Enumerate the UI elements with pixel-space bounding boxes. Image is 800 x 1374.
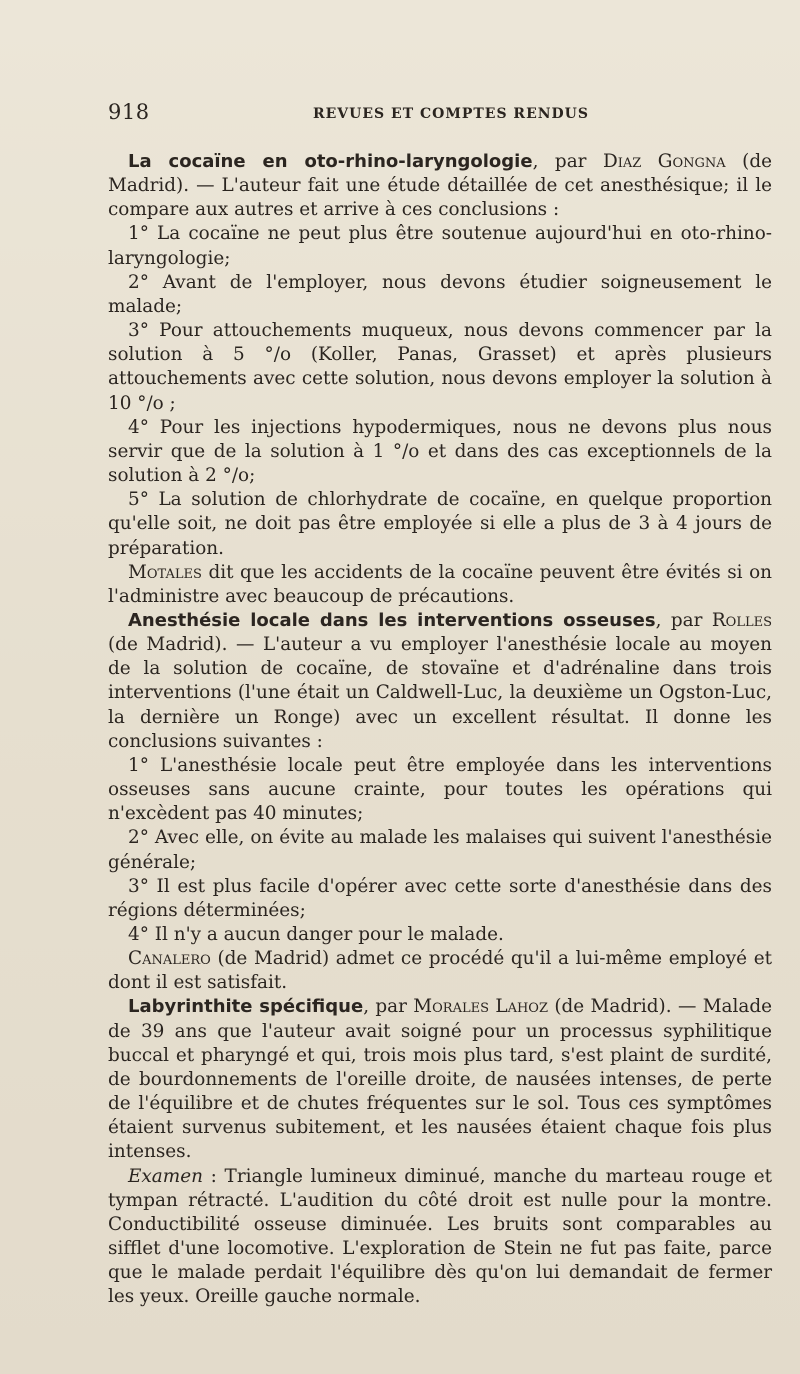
- article-1-comment: [108, 561, 772, 609]
- article-3-exam-text: : Triangle lumineux diminué, manche du marteau rouge et tympan rétracté. L'audition du côté droit est nulle pour la montre. Conductibilité osseuse diminuée. Les bruits sont comparables au sifflet d'une locomotive. L'exploration de Stein ne fut pas faite, parce que le malade perdait l'équilibre dès qu'on lui demandait de fermer les yeux. Oreille gauche normale.: [108, 1165, 772, 1308]
- article-1-conclusion-5: 5° La solution de chlorhydrate de cocaïne, en quelque proportion qu'elle soit, ne doit pas être employée si elle a plus de 3 à 4 jours de préparation.: [108, 489, 772, 559]
- article-3-exam-label: Examen: [128, 1165, 203, 1187]
- article-3-by: , par: [363, 996, 414, 1018]
- article-2-comment: [108, 947, 772, 995]
- article-3-title: Labyrinthite spécifique: [128, 996, 364, 1018]
- article-1-conclusion-1: 1° La cocaïne ne peut plus être soutenue aujourd'hui en oto-rhino-laryngologie;: [108, 223, 772, 269]
- article-1-conclusion-2: 2° Avant de l'employer, nous devons étudier soigneusement le malade;: [108, 271, 772, 317]
- article-2-author: Rolles: [711, 609, 772, 631]
- article-2-intro-text: (de Madrid). — L'auteur a vu employer l'anesthésie locale au moyen de la solution de cocaïne, de stovaïne et d'adrénaline dans trois interventions (l'une était un Caldwell-Luc, la deuxième un Ogston-Luc, la dernière un Ronge) avec un excellent résultat. Il donne les conclusions suivantes :: [108, 634, 772, 752]
- article-1-comment-text: dit que les accidents de la cocaïne peuvent être évités si on l'administre avec beaucoup de précautions.: [108, 561, 772, 607]
- article-3-intro-text: (de Madrid). — Malade de 39 ans que l'auteur avait soigné pour un processus syphilitique buccal et pharyngé et qui, trois mois plus tard, s'est plaint de surdité, de bourdonnements de l'oreille droite, de nausées intenses, de perte de l'équilibre et de chutes fréquentes sur le sol. Tous ces symptômes étaient survenus subitement, et les nausées étaient chaque fois plus intenses.: [108, 996, 772, 1163]
- page-header: [108, 100, 768, 134]
- article-2-conclusion-2: 2° Avec elle, on évite au malade les malaises qui suivent l'anesthésie générale;: [108, 827, 772, 873]
- article-3-intro: [108, 995, 772, 1164]
- article-1-comment-author: Motales: [128, 561, 202, 583]
- article-1-conclusion-4: 4° Pour les injections hypodermiques, nous ne devons plus nous servir que de la solution à 1 °/o et dans des cas exceptionnels de la solution à 2 °/o;: [108, 416, 772, 487]
- article-1-intro: [108, 150, 772, 222]
- article-3-exam: [108, 1165, 772, 1310]
- article-2-conclusion-4: 4° Il n'y a aucun danger pour le malade.: [128, 924, 504, 945]
- article-1-author: Diaz Gongna: [602, 151, 726, 172]
- page-number: 918: [108, 100, 150, 124]
- page-body: [108, 150, 772, 1310]
- article-1-intro-text: (de Madrid). — L'auteur fait une étude détaillée de cet anesthésique; il le compare aux autres et arrive à ces conclusions :: [108, 151, 772, 221]
- article-2-conclusion-3: 3° Il est plus facile d'opérer avec cette sorte d'anesthésie dans des régions déterminées;: [108, 875, 772, 921]
- article-2-intro: [108, 609, 772, 754]
- article-2-comment-text: (de Madrid) admet ce procédé qu'il a lui-même employé et dont il est satisfait.: [108, 948, 772, 994]
- running-title: REVUES ET COMPTES RENDUS: [313, 106, 589, 122]
- article-1-conclusion-3: 3° Pour attouchements muqueux, nous devons commencer par la solution à 5 °/o (Koller, Panas, Grasset) et après plusieurs attouchements avec cette solution, nous devons employer la solution à 10 °/o ;: [108, 320, 772, 414]
- article-2-comment-author: Canalero: [128, 948, 211, 970]
- article-2-by: , par: [655, 609, 712, 631]
- article-1-by: , par: [532, 151, 603, 172]
- article-2-title: Anesthésie locale dans les interventions osseuses: [128, 609, 656, 631]
- article-2-conclusion-1: 1° L'anesthésie locale peut être employée dans les interventions osseuses sans aucune crainte, pour toutes les opérations qui n'excèdent pas 40 minutes;: [108, 754, 772, 825]
- article-3-author: Morales Lahoz: [413, 996, 548, 1018]
- article-1-title: La cocaïne en oto-rhino-laryngologie: [128, 151, 533, 172]
